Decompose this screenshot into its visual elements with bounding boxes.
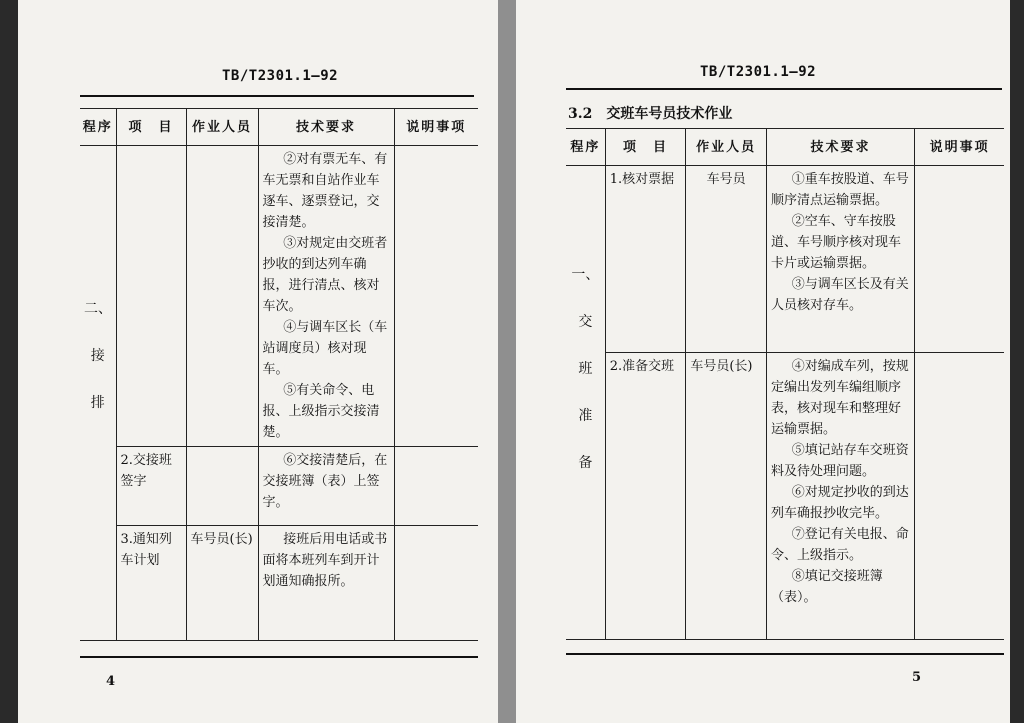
col-header-step: 程序 [80,109,116,146]
staff-cell: 车号员 [686,166,767,353]
notes-cell [915,166,1004,353]
requirement-text: 接班后用电话或书面将本班列车到开计划通知确报所。 [262,532,388,589]
procedure-table [566,128,1004,640]
notes-cell [915,353,1004,640]
notes-cell [394,526,478,641]
item-cell: 2.交接班签字 [116,447,186,526]
requirement-text: ①重车按股道、车号顺序清点运输票据。 [770,172,909,208]
requirement-text: ②对有票无车、有车无票和自站作业车逐车、逐票登记，交接清楚。 [262,152,388,230]
staff-cell [186,146,258,447]
requirements-cell [258,146,394,447]
scan-edge-left [0,0,18,723]
table-row [80,447,478,526]
col-header-staff: 作业人员 [686,129,767,166]
phase-cell [566,166,605,640]
table-row [566,353,1004,640]
footer-rule [566,653,1004,655]
col-header-item: 项 目 [605,129,686,166]
header-rule [566,88,1002,90]
standard-header: TB/T2301.1—92 [700,64,817,80]
col-header-requirements: 技术要求 [766,129,914,166]
phase-char: 一、 [571,267,600,283]
table-header-row [566,129,1004,166]
procedure-table [80,108,478,641]
header-rule [80,95,474,97]
requirements-cell [766,353,914,640]
col-header-notes: 说明事项 [394,109,478,146]
requirement-text: ③对规定由交班者抄收的到达列车确报，进行清点、核对车次。 [262,236,388,314]
phase-char: 准 [578,408,593,424]
notes-cell [394,146,478,447]
requirement-text: ⑤填记站存车交班资料及待处理问题。 [770,443,909,479]
requirements-cell [258,526,394,641]
requirement-text: ③与调车区长及有关人员核对存车。 [770,277,909,313]
requirement-text: ⑧填记交接班簿（表）。 [770,569,883,605]
phase-char: 二、 [84,301,112,317]
staff-cell: 车号员(长) [186,526,258,641]
table-row [80,526,478,641]
phase-char: 备 [578,455,593,471]
requirement-text: ②空车、守车按股道、车号顺序核对现车卡片或运输票据。 [770,214,901,271]
phase-char: 排 [90,395,105,411]
item-cell: 2.准备交班 [605,353,686,640]
phase-char: 交 [578,314,593,330]
phase-char: 接 [90,348,105,364]
right-page [516,0,1010,723]
left-page [18,0,498,723]
scan-edge-right [1010,0,1024,723]
standard-header: TB/T2301.1—92 [222,68,339,84]
item-cell: 1.核对票据 [605,166,686,353]
col-header-staff: 作业人员 [186,109,258,146]
col-header-requirements: 技术要求 [258,109,394,146]
requirement-text: ⑦登记有关电报、命令、上级指示。 [770,527,909,563]
staff-cell [186,447,258,526]
requirement-text: ④对编成车列，按规定编出发列车编组顺序表，核对现车和整理好运输票据。 [770,359,909,437]
section-title: 3.2 交班车号员技术作业 [568,106,733,122]
page-number: 4 [106,674,116,689]
requirement-text: ④与调车区长（车站调度员）核对现车。 [262,320,388,377]
requirement-text: ⑥对规定抄收的到达列车确报抄收完毕。 [770,485,909,521]
item-cell [116,146,186,447]
requirement-text: ⑤有关命令、电报、上级指示交接清楚。 [262,383,380,440]
page-number: 5 [912,670,922,685]
phase-cell [80,146,116,641]
col-header-step: 程序 [566,129,605,166]
requirement-text: ⑥交接清楚后，在交接班簿（表）上签字。 [262,453,388,510]
book-gutter [498,0,516,723]
item-cell: 3.通知列车计划 [116,526,186,641]
footer-rule [80,656,478,658]
phase-char: 班 [578,361,593,377]
col-header-notes: 说明事项 [915,129,1004,166]
col-header-item: 项 目 [116,109,186,146]
requirements-cell [766,166,914,353]
staff-cell: 车号员(长) [686,353,767,640]
notes-cell [394,447,478,526]
requirements-cell [258,447,394,526]
table-header-row [80,109,478,146]
table-row [566,166,1004,353]
table-row [80,146,478,447]
